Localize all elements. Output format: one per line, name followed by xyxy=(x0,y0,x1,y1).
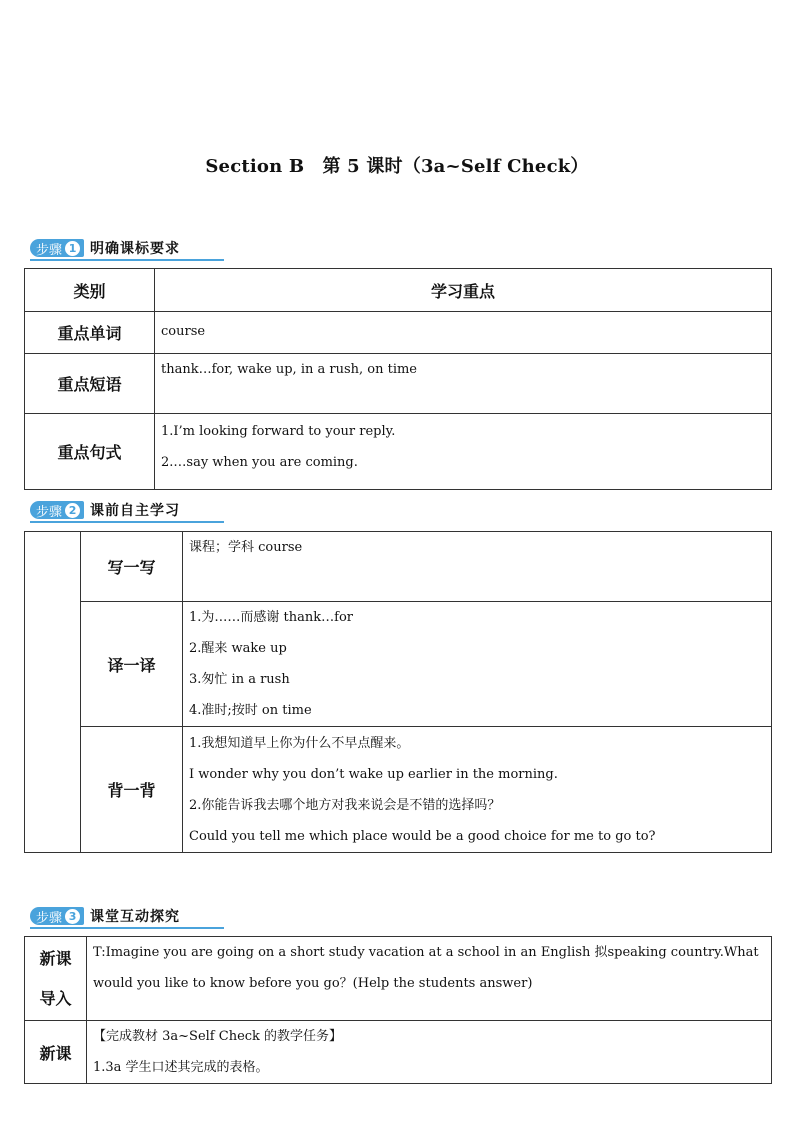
header-focus: 学习重点 xyxy=(155,269,772,312)
step-2-title: 课前自主学习 xyxy=(90,503,181,519)
row-label: 重点单词 xyxy=(25,312,155,354)
row-content: 1.我想知道早上你为什么不早点醒来。 I wonder why you don’t wake up earlier in the morning. 2.你能告诉我去哪个地方对我来说会是不错的选择吗？ Could you tell me which place would be a good choice for me to go to? xyxy=(183,727,772,853)
row-content: 1.为……而感谢 thank…for 2.醒来 wake up 3.匆忙 in a rush 4.准时;按时 on time xyxy=(183,602,772,727)
row-label: 背一背 xyxy=(81,727,183,853)
step-underline xyxy=(30,521,224,523)
row-label: 新课 导入 xyxy=(25,937,87,1021)
header-category: 类别 xyxy=(25,269,155,312)
page-title: Section B 第 5 课时（3a~Self Check） xyxy=(205,156,589,177)
step-badge: 步骤 2 xyxy=(30,501,84,519)
row-label: 新课 xyxy=(25,1021,87,1084)
step-3-heading xyxy=(30,905,180,927)
row-content: 课程；学科 course xyxy=(183,532,772,602)
row-content: 【完成教材 3a~Self Check 的教学任务】 1.3a 学生口述其完成的表格。 xyxy=(87,1021,772,1084)
row-label: 译一译 xyxy=(81,602,183,727)
step-3-title: 课堂互动探究 xyxy=(90,909,181,925)
step-badge: 步骤 3 xyxy=(30,907,84,925)
row-content: course xyxy=(155,312,772,354)
row-label: 重点句式 xyxy=(25,414,155,490)
step-underline xyxy=(30,259,224,261)
step-underline xyxy=(30,927,224,929)
blank-column xyxy=(25,532,81,853)
row-content: T:Imagine you are going on a short study vacation at a school in an English 拟speaking country.What would you like to know before you go？(Help the students answer) xyxy=(87,937,772,1021)
row-content: 1.I’m looking forward to your reply. 2.…say when you are coming. xyxy=(155,414,772,490)
step-1-table xyxy=(24,268,772,490)
step-2-heading xyxy=(30,499,180,521)
row-label: 重点短语 xyxy=(25,354,155,414)
step-1-title: 明确课标要求 xyxy=(90,241,181,257)
step-badge: 步骤 1 xyxy=(30,239,84,257)
row-label: 写一写 xyxy=(81,532,183,602)
step-2-table xyxy=(24,531,772,853)
step-3-table xyxy=(24,936,772,1084)
step-1-heading xyxy=(30,237,180,259)
row-content: thank…for, wake up, in a rush, on time xyxy=(155,354,772,414)
